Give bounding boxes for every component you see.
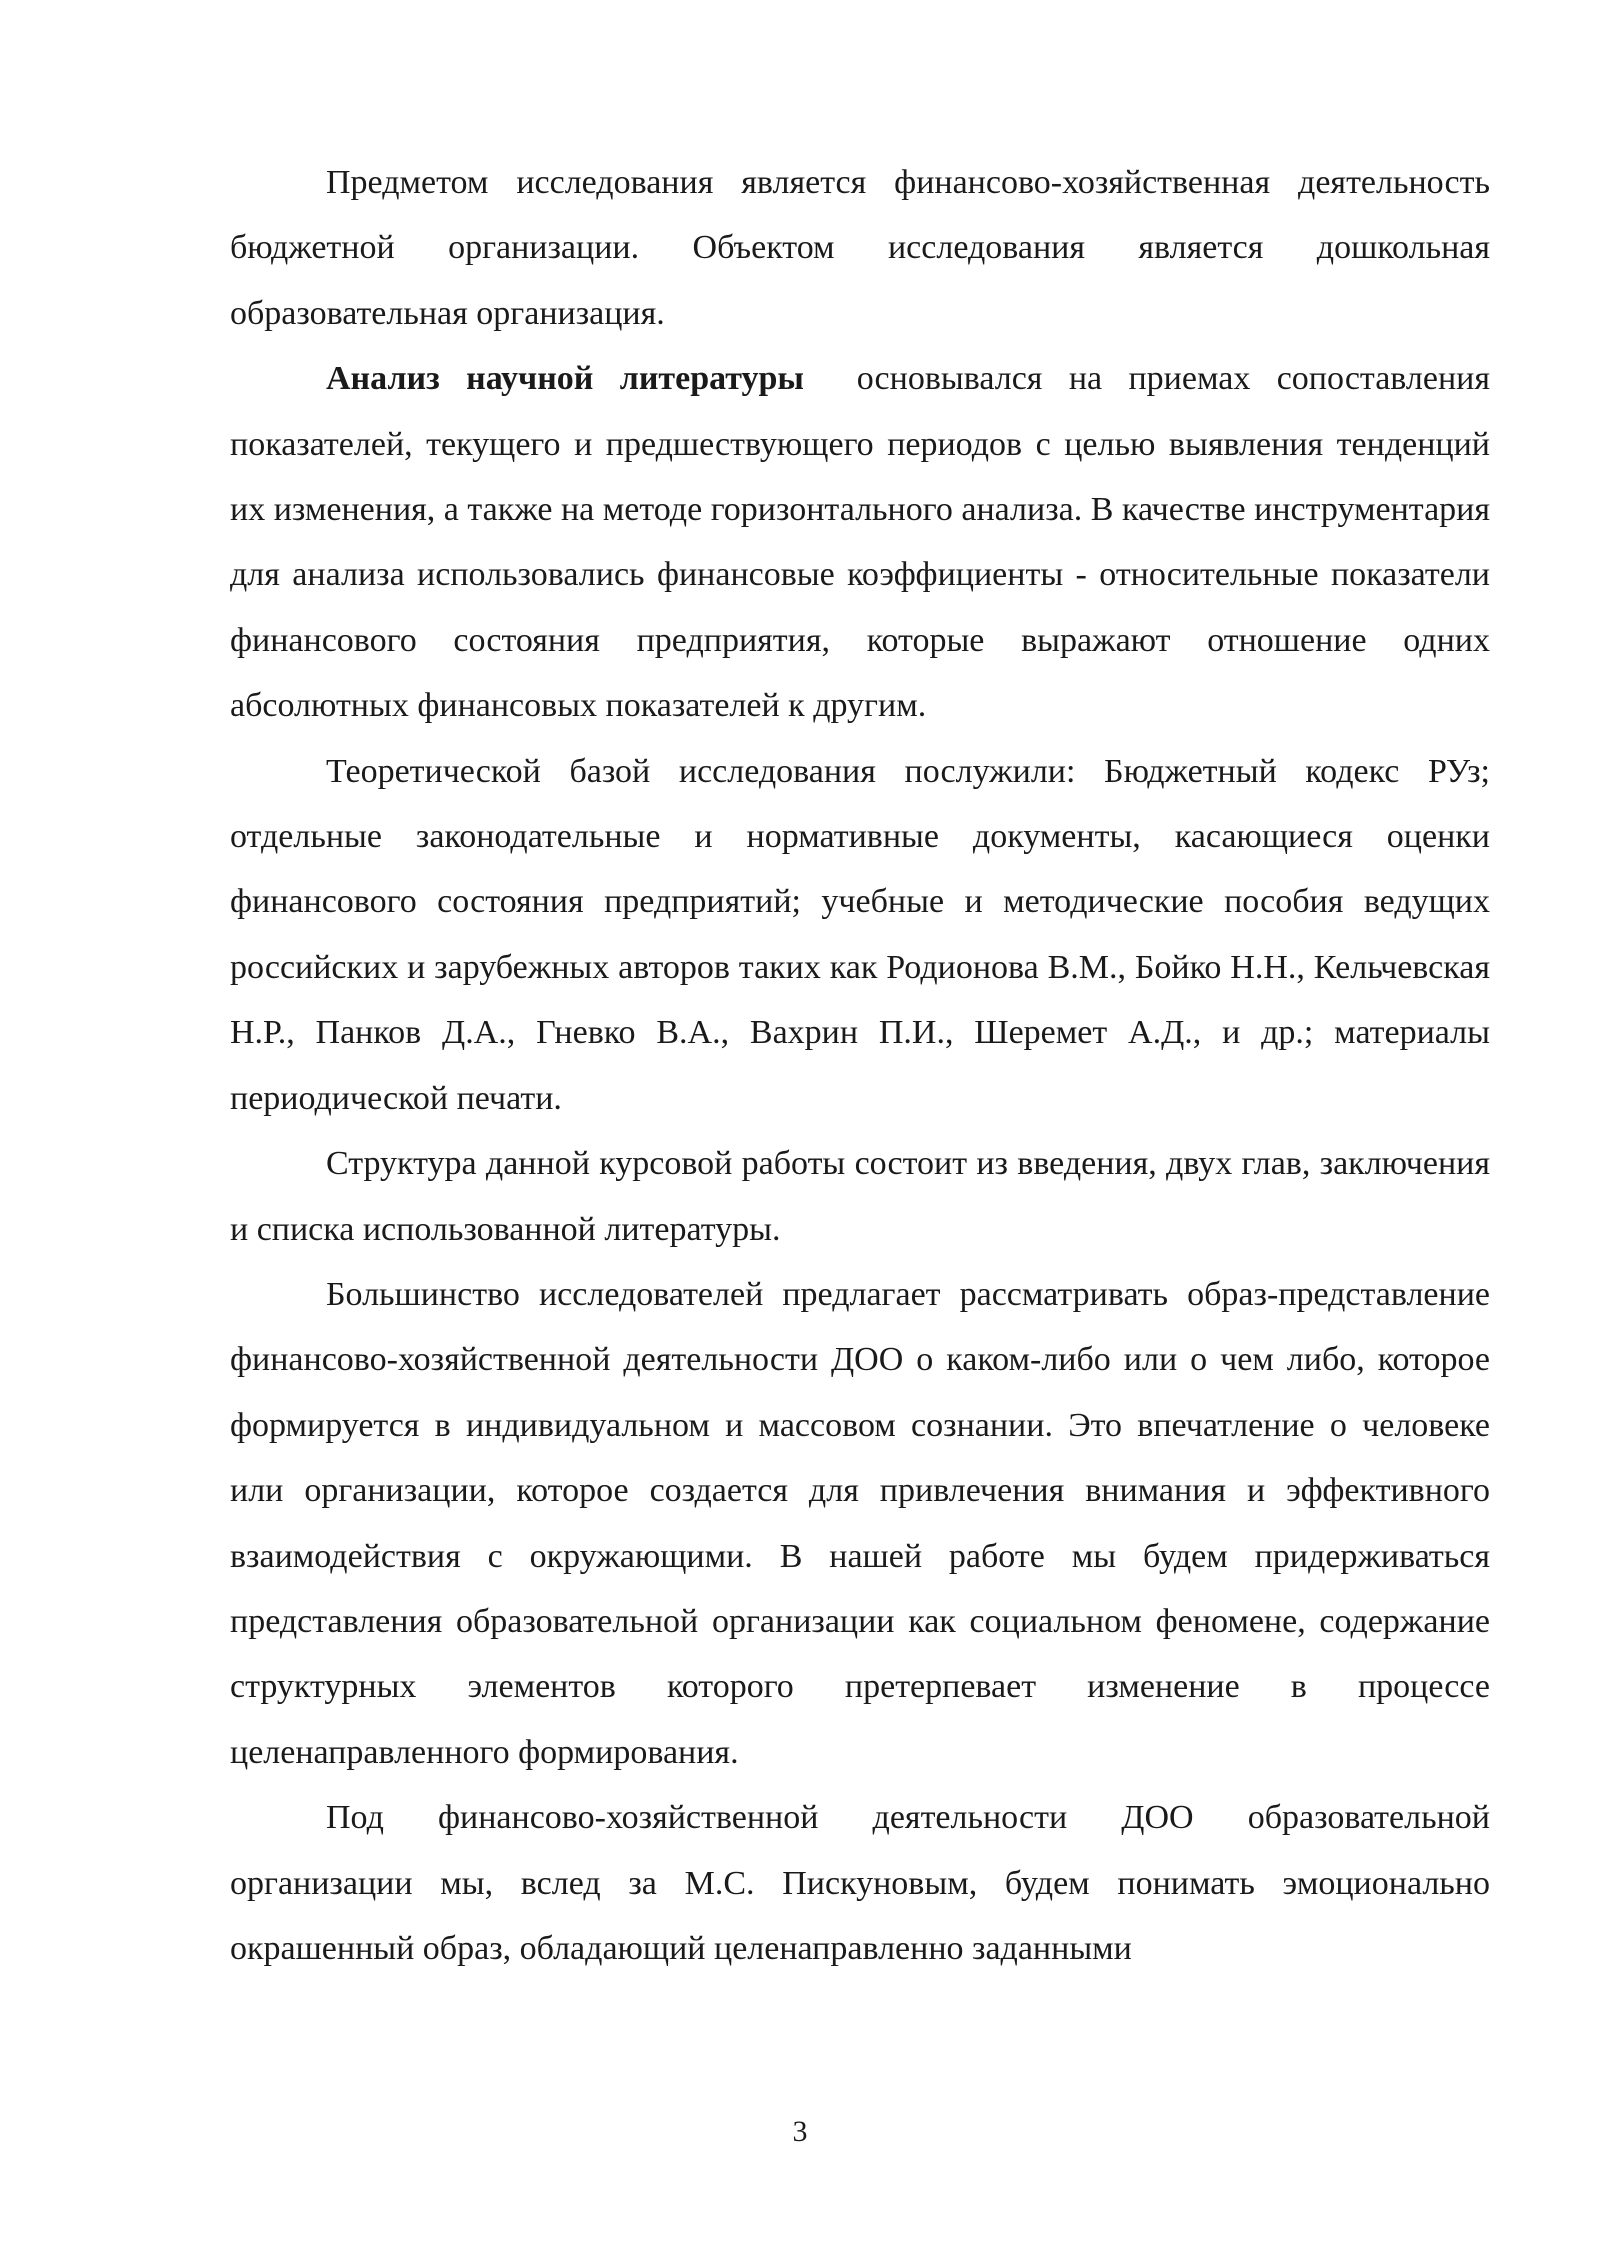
paragraph-literature-analysis	[230, 346, 1499, 738]
paragraph-definition	[230, 1785, 1490, 1981]
paragraph-text: Большинство исследователей предлагает рассматривать образ-представление финансово-хозяйственной деятельности ДОО о каком-либо или о чем либо, которое формируется в индивидуальном и массовом сознании. Это впечатление о человеке или организации, которое создается для привлечения внимания и эффективного взаимодействия с окружающими. В нашей работе мы будем придерживаться представления образовательной организации как социальном феномене, содержание структурных элементов которого претерпевает изменение в процессе целенаправленного формирования.	[230, 1275, 1490, 1771]
paragraph-text: Структура данной курсовой работы состоит из введения, двух глав, заключения и списка использованной литературы.	[230, 1145, 1490, 1248]
paragraph-text: Теоретической базой исследования послужили: Бюджетный кодекс РУз; отдельные законодательные и нормативные документы, касающиеся оценки финансового состояния предприятий; учебные и методические пособия ведущих российских и зарубежных авторов таких как Родионова В.М., Бойко Н.Н., Кельчевская Н.Р., Панков Д.А., Гневко В.А., Вахрин П.И., Шеремет А.Д., и др.; материалы периодической печати.	[230, 752, 1490, 1117]
paragraph-text: Под финансово-хозяйственной деятельности ДОО образовательной организации мы, вслед за М.С. Пискуновым, будем понимать эмоционально окрашенный образ, обладающий целенаправленно заданными	[230, 1799, 1490, 1967]
paragraph-researchers	[230, 1262, 1490, 1785]
page-body	[230, 150, 1499, 1981]
page-number: 3	[792, 2115, 808, 2148]
paragraph-subject-object	[230, 150, 1490, 346]
paragraph-bold-lead: Анализ научной литературы	[326, 360, 804, 398]
paragraph-theoretical-base	[230, 739, 1490, 1131]
paragraph-text: основывался на приемах сопоставления показателей, текущего и предшествующего периодов с целью выявления тенденций их изменения, а также на методе горизонтального анализа. В качестве инструментария для анализа использовались финансовые коэффициенты - относительные показатели финансового состояния предприятия, которые выражают отношение одних абсолютных финансовых показателей к другим.	[230, 360, 1499, 725]
paragraph-text: Предметом исследования является финансово-хозяйственная деятельность бюджетной организации. Объектом исследования является дошкольная образовательная организация.	[230, 164, 1490, 332]
paragraph-structure	[230, 1131, 1490, 1262]
